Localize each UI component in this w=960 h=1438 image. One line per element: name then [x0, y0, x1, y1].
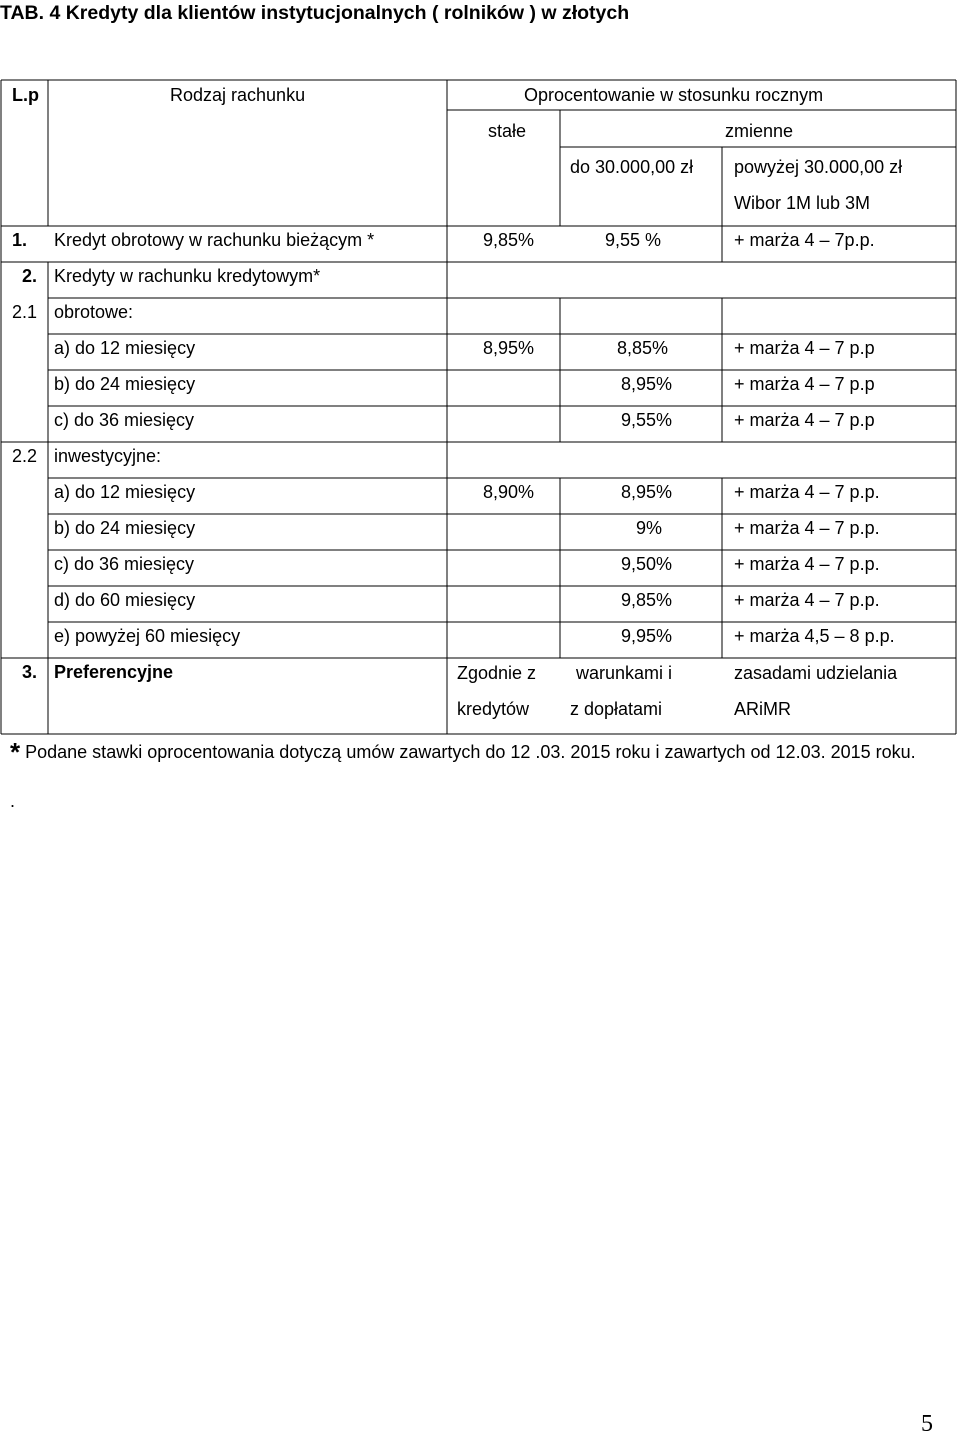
- row-2-2-c-name: c) do 36 miesięcy: [54, 554, 195, 574]
- row-2-1-name: obrotowe:: [54, 302, 134, 322]
- header-do-30000: do 30.000,00 zł: [570, 157, 694, 177]
- header-rodzaj-rachunku: Rodzaj rachunku: [170, 85, 306, 105]
- row-3-text-1b: warunkami i: [576, 663, 673, 683]
- row-3-text-1c: zasadami udzielania: [734, 663, 898, 683]
- row-2-1-c-powyzej: + marża 4 – 7 p.p: [734, 410, 875, 430]
- row-2-lp: 2.: [22, 266, 38, 286]
- row-3-name: Preferencyjne: [54, 662, 174, 682]
- row-1-powyzej: + marża 4 – 7p.p.: [734, 230, 875, 250]
- row-3-text-1a: Zgodnie z: [457, 663, 537, 683]
- row-2-1-b-do30k: 8,95%: [621, 374, 673, 394]
- header-powyzej-30000: powyżej 30.000,00 zł: [734, 157, 903, 177]
- footnote: [10, 737, 955, 767]
- row-1-name: Kredyt obrotowy w rachunku bieżącym *: [54, 230, 375, 250]
- row-2-2-d-powyzej: + marża 4 – 7 p.p.: [734, 590, 880, 610]
- row-2-2-e-name: e) powyżej 60 miesięcy: [54, 626, 241, 646]
- row-2-2-c-powyzej: + marża 4 – 7 p.p.: [734, 554, 880, 574]
- row-2-1-a-stale: 8,95%: [483, 338, 535, 358]
- row-2-1-b-name: b) do 24 miesięcy: [54, 374, 196, 394]
- header-lp: L.p: [12, 85, 39, 105]
- footnote-asterisk: *: [10, 737, 21, 767]
- row-2-2-b-powyzej: + marża 4 – 7 p.p.: [734, 518, 880, 538]
- row-2-2-c-do30k: 9,50%: [621, 554, 673, 574]
- row-3-lp: 3.: [22, 662, 38, 682]
- footnote-text: Podane stawki oprocentowania dotyczą umów zawartych do 12 .03. 2015 roku i zawartych od 12.03. 2015 roku.: [20, 742, 916, 762]
- row-3-text-2a: kredytów: [457, 699, 530, 719]
- page-number: 5: [921, 1411, 933, 1437]
- row-2-1-a-do30k: 8,85%: [617, 338, 669, 358]
- row-2-2-d-name: d) do 60 miesięcy: [54, 590, 196, 610]
- row-2-name: Kredyty w rachunku kredytowym*: [54, 266, 321, 286]
- row-2-2-b-name: b) do 24 miesięcy: [54, 518, 196, 538]
- row-2-2-a-do30k: 8,95%: [621, 482, 673, 502]
- row-1-do30k: 9,55 %: [605, 230, 662, 250]
- row-1-lp: 1.: [12, 230, 28, 250]
- header-stale: stałe: [488, 121, 527, 141]
- row-2-2-e-powyzej: + marża 4,5 – 8 p.p.: [734, 626, 895, 646]
- row-2-2-d-do30k: 9,85%: [621, 590, 673, 610]
- row-2-2-b-do30k: 9%: [636, 518, 663, 538]
- row-2-2-a-name: a) do 12 miesięcy: [54, 482, 196, 502]
- row-3-text-2b: z dopłatami: [570, 699, 663, 719]
- row-2-1-c-name: c) do 36 miesięcy: [54, 410, 195, 430]
- row-1-stale: 9,85%: [483, 230, 535, 250]
- row-2-1-b-powyzej: + marża 4 – 7 p.p: [734, 374, 875, 394]
- header-wibor: Wibor 1M lub 3M: [734, 193, 871, 213]
- row-2-2-e-do30k: 9,95%: [621, 626, 673, 646]
- row-3-text-2c: ARiMR: [734, 699, 791, 719]
- page-title: TAB. 4 Kredyty dla klientów instytucjonalnych ( rolników ) w złotych: [0, 2, 630, 24]
- header-zmienne: zmienne: [725, 121, 794, 141]
- row-2-1-lp: 2.1: [12, 302, 38, 322]
- header-oprocentowanie: Oprocentowanie w stosunku rocznym: [524, 85, 824, 105]
- row-2-2-a-stale: 8,90%: [483, 482, 535, 502]
- trailing-dot: .: [10, 791, 16, 811]
- row-2-1-a-powyzej: + marża 4 – 7 p.p: [734, 338, 875, 358]
- row-2-1-a-name: a) do 12 miesięcy: [54, 338, 196, 358]
- row-2-2-a-powyzej: + marża 4 – 7 p.p.: [734, 482, 880, 502]
- row-2-1-c-do30k: 9,55%: [621, 410, 673, 430]
- row-2-2-lp: 2.2: [12, 446, 38, 466]
- row-2-2-name: inwestycyjne:: [54, 446, 162, 466]
